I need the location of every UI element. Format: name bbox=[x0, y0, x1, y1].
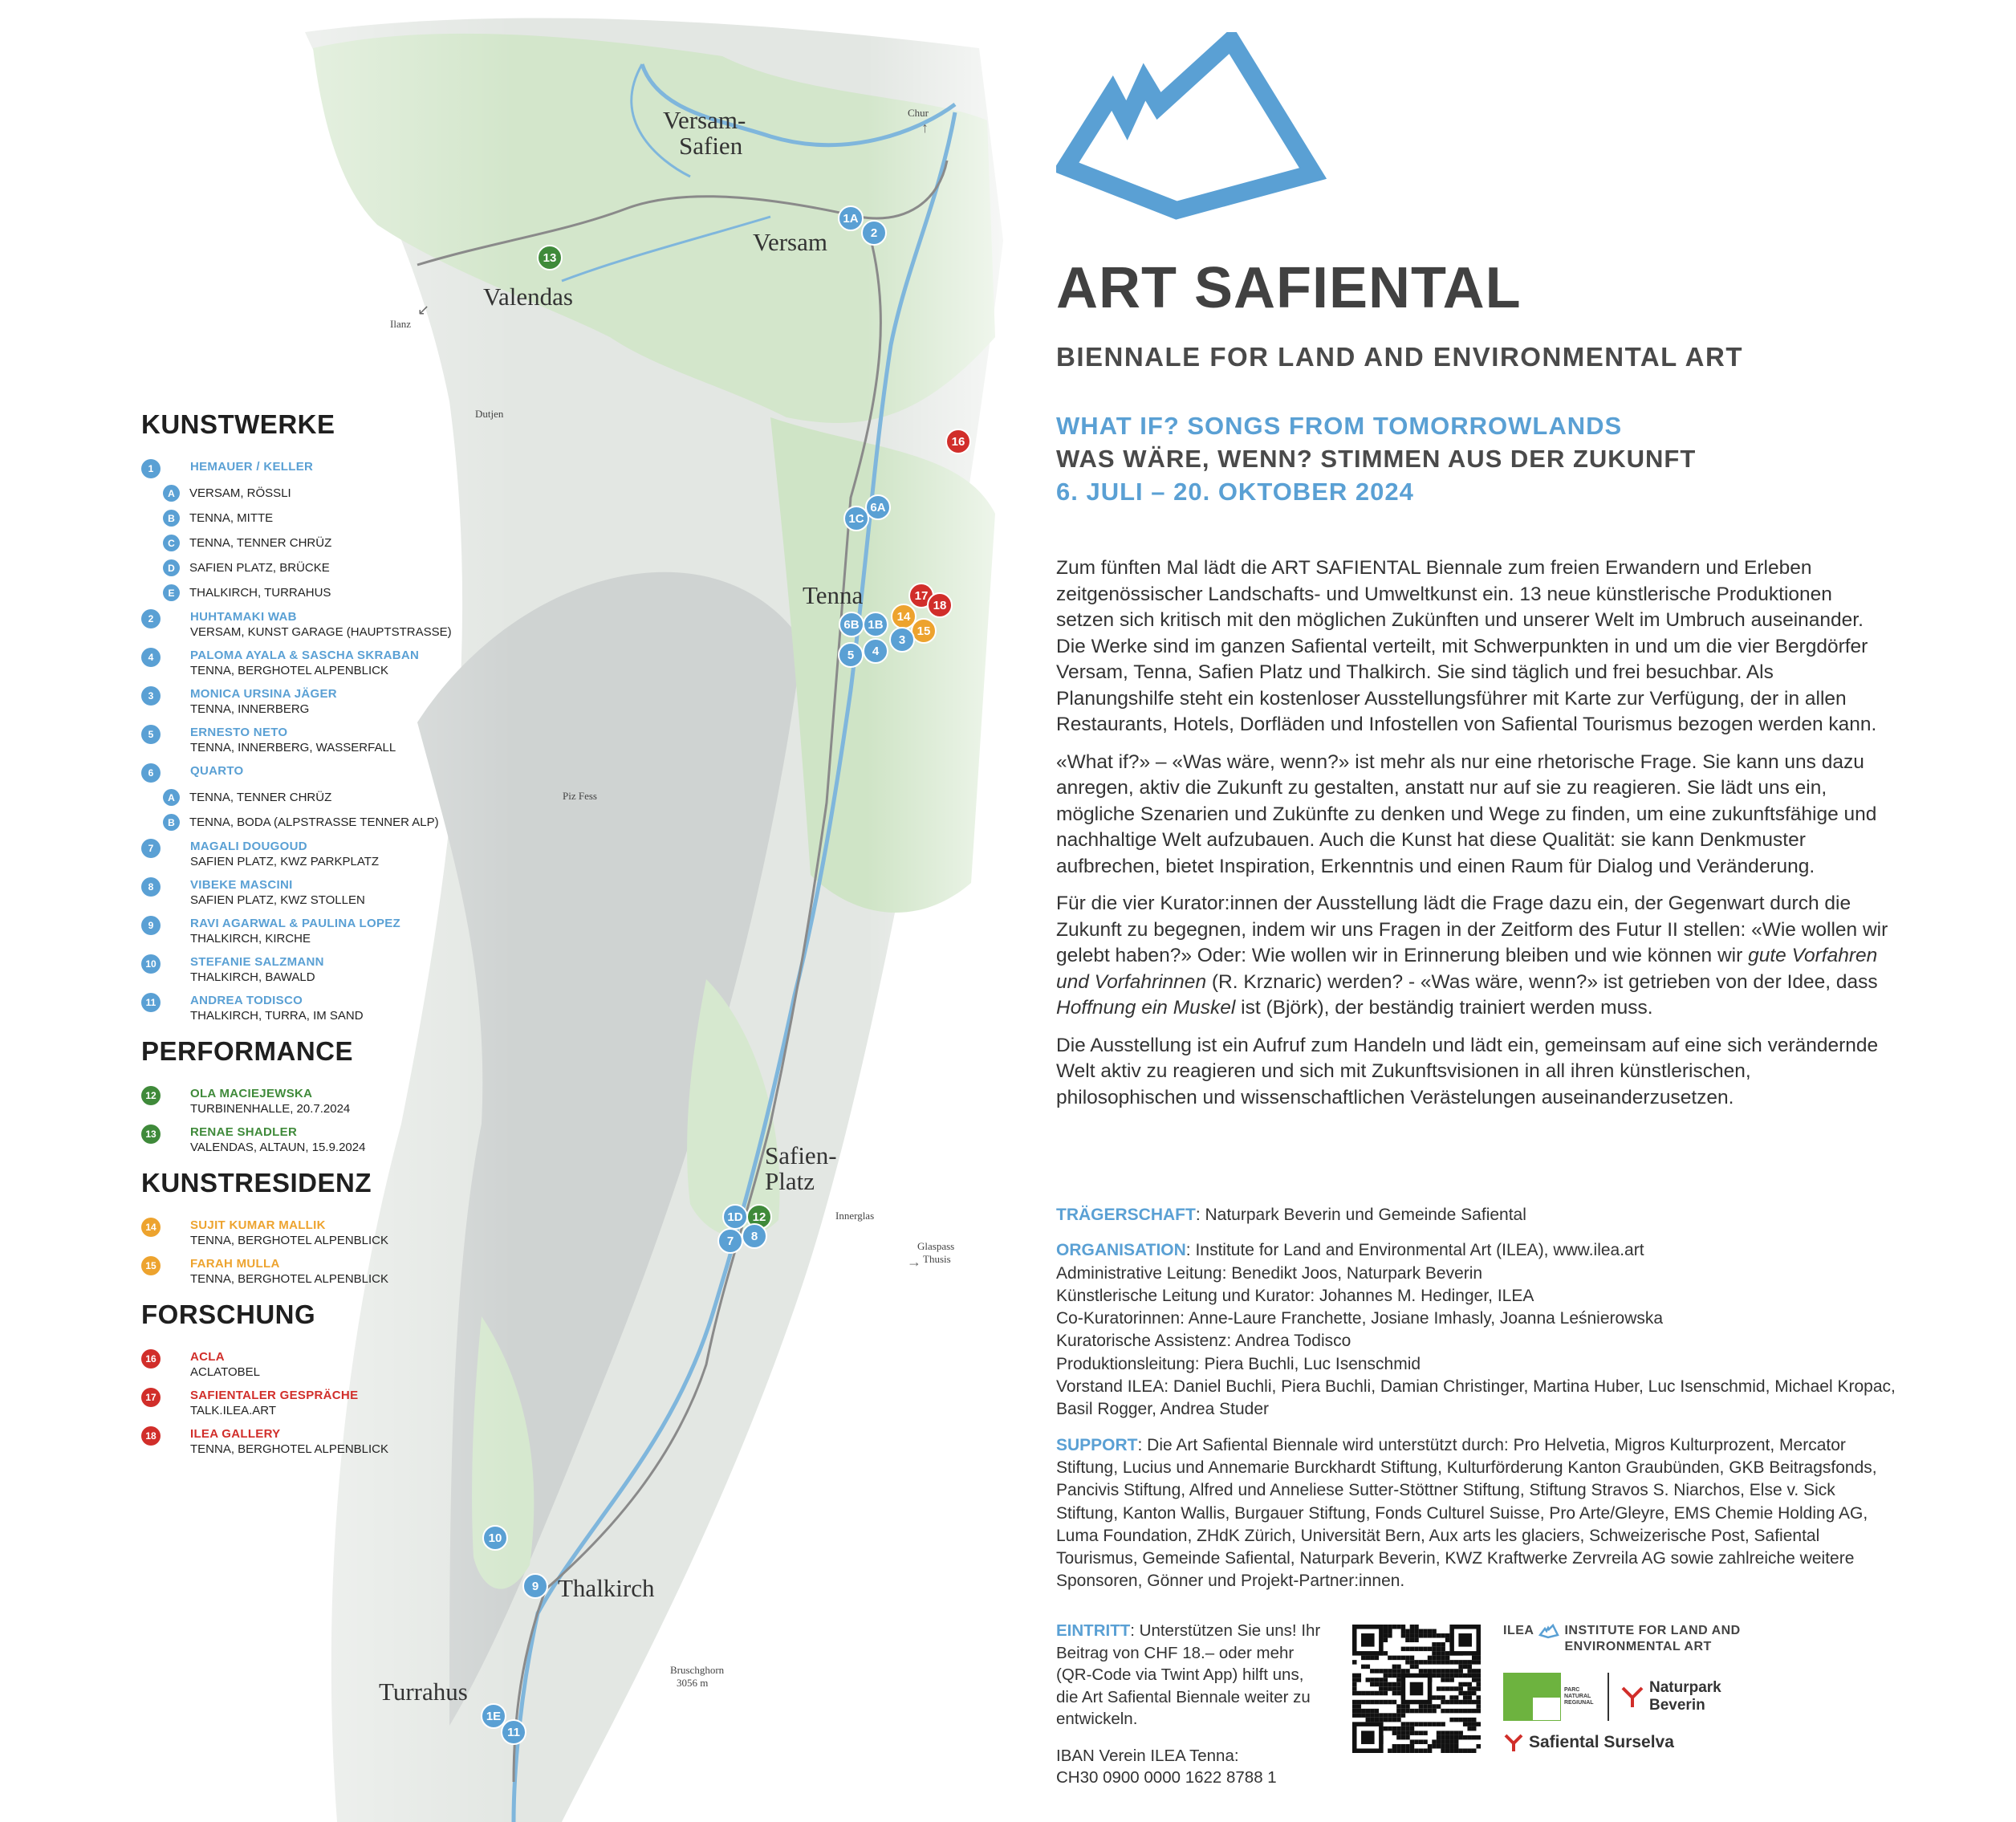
map-marker-label: 4 bbox=[872, 645, 880, 658]
traegerschaft: TRÄGERSCHAFT: Naturpark Beverin und Gemeinde Safiental bbox=[1056, 1206, 1526, 1224]
intro-paragraph-4: Die Ausstellung ist ein Aufruf zum Handeln und lädt ein, gemeinsam auf eine sich verändernde Welt aktiv zu reagieren und sich mit Zukunftsvisionen in all ihren künstlerischen, philosophischen und wissenschaftlichen Verästelungen auseinanderzusetzen. bbox=[1056, 1034, 1879, 1108]
legend-item bbox=[141, 1125, 526, 1155]
map-marker-16[interactable] bbox=[946, 429, 970, 453]
legend-number-badge: 7 bbox=[141, 839, 161, 858]
legend-performance-title: PERFORMANCE bbox=[141, 1036, 354, 1066]
iban-number: CH30 0900 0000 1622 8788 1 bbox=[1056, 1768, 1277, 1787]
map-marker-1d[interactable] bbox=[723, 1205, 747, 1229]
legend-artist-name: HEMAUER / KELLER bbox=[190, 460, 314, 474]
legend-artist-name: MONICA URSINA JÄGER bbox=[190, 687, 337, 701]
legend-number-badge: 3 bbox=[141, 686, 161, 706]
safiental-surselva-icon bbox=[1503, 1732, 1524, 1753]
legend-item-text bbox=[190, 877, 365, 908]
iban-label: IBAN Verein ILEA Tenna: bbox=[1056, 1746, 1239, 1765]
legend-artist-name: FARAH MULLA bbox=[190, 1257, 280, 1271]
parc-natural-logo bbox=[1503, 1673, 1596, 1721]
parc-natural-label: PARC NATURAL REGIUNAL bbox=[1564, 1687, 1594, 1706]
legend-number-badge: 9 bbox=[141, 916, 161, 935]
map-marker-1c[interactable] bbox=[844, 506, 868, 531]
legend-location: TALK.ILEA.ART bbox=[190, 1404, 276, 1417]
arrow-ilanz-icon: ↙ bbox=[417, 302, 430, 318]
legend-item bbox=[141, 686, 526, 717]
intro-text bbox=[1056, 555, 1891, 1122]
legend-item bbox=[141, 459, 526, 478]
eintritt bbox=[1056, 1620, 1321, 1789]
place-thalkirch: Thalkirch bbox=[558, 1574, 655, 1602]
legend-performance-list bbox=[141, 1086, 526, 1155]
legend-kunstresidenz-list bbox=[141, 1218, 526, 1287]
map-marker-1b[interactable] bbox=[864, 612, 888, 636]
map-marker-label: 1B bbox=[868, 618, 884, 632]
label-dutjen: Dutjen bbox=[475, 408, 504, 420]
legend-item bbox=[141, 1349, 526, 1380]
legend-number-badge: 13 bbox=[141, 1125, 161, 1144]
legend-item bbox=[141, 609, 526, 640]
legend-kunstwerke bbox=[141, 409, 526, 1023]
legend-location: TENNA, BERGHOTEL ALPENBLICK bbox=[190, 1442, 389, 1456]
arrow-chur-icon: ↑ bbox=[921, 120, 929, 136]
legend-sub-item bbox=[163, 789, 526, 806]
eintritt-text: EINTRITT: Unterstützen Sie uns! Ihr Beitrag von CHF 18.– oder mehr (QR-Code via Twint App) hilft uns, die Art Safiental Biennale weiter zu entwickeln. bbox=[1056, 1621, 1321, 1728]
ilea-logo-line-1: INSTITUTE FOR LAND AND bbox=[1564, 1624, 1741, 1637]
safiental-surselva-logo bbox=[1503, 1732, 1792, 1753]
map-marker-label: 14 bbox=[896, 610, 911, 624]
legend-artist-name: RAVI AGARWAL & PAULINA LOPEZ bbox=[190, 917, 401, 930]
legend-artist-name: SAFIENTALER GESPRÄCHE bbox=[190, 1389, 359, 1402]
legend-item-text bbox=[190, 993, 364, 1023]
map-marker-label: 18 bbox=[933, 599, 947, 612]
ilea-logo-line-2: ENVIRONMENTAL ART bbox=[1564, 1640, 1712, 1653]
park-logos bbox=[1503, 1673, 1792, 1721]
map-marker-18[interactable] bbox=[928, 593, 952, 617]
map-marker-2[interactable] bbox=[862, 221, 886, 245]
legend-letter-badge: E bbox=[163, 584, 180, 601]
credits bbox=[1056, 1204, 1899, 1606]
legend-location: TENNA, INNERBERG bbox=[190, 702, 310, 716]
legend-performance bbox=[141, 1036, 526, 1155]
map-marker-8[interactable] bbox=[742, 1224, 766, 1248]
theme-german: WAS WÄRE, WENN? STIMMEN AUS DER ZUKUNFT bbox=[1056, 445, 1697, 473]
map-marker-1a[interactable] bbox=[839, 206, 863, 230]
place-versam: Versam bbox=[753, 228, 827, 256]
legend-item-text bbox=[190, 459, 313, 474]
place-tenna: Tenna bbox=[803, 581, 864, 609]
legend-location: TENNA, TENNER CHRÜZ bbox=[189, 536, 332, 550]
legend-location: ACLATOBEL bbox=[190, 1365, 260, 1379]
legend-location: THALKIRCH, BAWALD bbox=[190, 970, 315, 984]
legend-sub-item bbox=[163, 485, 526, 502]
legend-artist-name: OLA MACIEJEWSKA bbox=[190, 1087, 313, 1100]
page-subtitle: BIENNALE FOR LAND AND ENVIRONMENTAL ART bbox=[1056, 342, 1743, 372]
legend-number-badge: 16 bbox=[141, 1349, 161, 1369]
map-marker-10[interactable] bbox=[483, 1526, 507, 1550]
legend-sub-item bbox=[163, 814, 526, 831]
mountain-logo-icon bbox=[1056, 32, 1329, 233]
legend-item-text bbox=[190, 1256, 388, 1287]
legend-number-badge: 14 bbox=[141, 1218, 161, 1237]
map-marker-14[interactable] bbox=[892, 604, 916, 628]
legend-artist-name: RENAE SHADLER bbox=[190, 1125, 298, 1139]
legend-kunstwerke-list bbox=[141, 459, 526, 1023]
map-marker-label: 17 bbox=[914, 589, 929, 603]
map-marker-label: 11 bbox=[507, 1726, 520, 1739]
legend-letter-badge: A bbox=[163, 485, 180, 502]
legend-item bbox=[141, 1426, 526, 1457]
legend-item bbox=[141, 954, 526, 985]
map-marker-label: 12 bbox=[752, 1210, 766, 1224]
map-marker-label: 1A bbox=[843, 212, 859, 226]
map-marker-label: 1D bbox=[727, 1210, 743, 1224]
legend-location: TENNA, BERGHOTEL ALPENBLICK bbox=[190, 1234, 389, 1247]
legend-item-text bbox=[190, 1218, 388, 1248]
place-versam-safien-1: Versam- bbox=[663, 106, 746, 134]
map-marker-13[interactable] bbox=[538, 246, 562, 270]
organisation: ORGANISATION: Institute for Land and Environmental Art (ILEA), www.ilea.art Administrative Leitung: Benedikt Joos, Naturpark Beverin Künstlerische Leitung und Kurator: Johannes M. Hedinger, ILEA Co-Kuratorinnen: Anne-Laure Franchette, Josiane Imhasly, Joanna Leśnierowska Kuratorische Assistenz: Andrea Todisco Produktionsleitung: Piera Buchli, Luc Isenschmid Vorstand ILEA: Daniel Buchli, Piera Buchli, Damian Christinger, Martina Huber, Luc Isenschmid, Michael Kropac, Basil Rogger, Andrea Studer bbox=[1056, 1241, 1896, 1419]
map-marker-11[interactable] bbox=[502, 1720, 526, 1744]
legend-item bbox=[141, 877, 526, 908]
map-marker-15[interactable] bbox=[912, 619, 936, 643]
legend-item bbox=[141, 916, 526, 946]
intro-paragraph-2: «What if?» – «Was wäre, wenn?» ist mehr als nur eine rhetorische Frage. Sie kann uns dazu anregen, aktiv die Zukunft zu gestalten, anstatt nur auf sie zu reagieren. Sie lädt uns ein, mögliche Szenarien und Zukünfte zu denken und Wege zu finden, um eine zukunftsfähige und nachhaltige Welt aufzubauen. Auch die Kunst hat diese Qualität: sie kann Denkmuster aufbrechen, bietet Inspiration, Erkenntnis und einen Raum für Dialog und Veränderung. bbox=[1056, 750, 1877, 877]
legend-location: THALKIRCH, TURRA, IM SAND bbox=[190, 1009, 364, 1023]
legend-artist-name: ERNESTO NETO bbox=[190, 726, 288, 739]
legend-item bbox=[141, 1256, 526, 1287]
legend-location: TURBINENHALLE, 20.7.2024 bbox=[190, 1102, 351, 1116]
legend-item bbox=[141, 1218, 526, 1248]
label-ilanz: Ilanz bbox=[390, 318, 411, 330]
ilea-mountain-icon bbox=[1538, 1623, 1559, 1639]
qr-code-icon[interactable] bbox=[1352, 1625, 1481, 1753]
map-marker-1e[interactable] bbox=[482, 1704, 506, 1728]
legend-item bbox=[141, 1086, 526, 1116]
legend-item-text bbox=[190, 609, 452, 640]
legend-item-text bbox=[190, 1349, 260, 1380]
legend-item-text bbox=[190, 839, 379, 869]
legend-location: SAFIEN PLATZ, BRÜCKE bbox=[189, 561, 330, 575]
legend-letter-badge: D bbox=[163, 559, 180, 576]
map-marker-label: 9 bbox=[531, 1580, 539, 1593]
page-title: ART SAFIENTAL bbox=[1056, 256, 1522, 320]
legend-location: TENNA, TENNER CHRÜZ bbox=[189, 791, 332, 804]
legend-artist-name: HUHTAMAKI WAB bbox=[190, 610, 297, 624]
map-marker-label: 7 bbox=[726, 1234, 734, 1248]
legend-forschung bbox=[141, 1299, 526, 1457]
legend-number-badge: 4 bbox=[141, 648, 161, 667]
ilea-logo bbox=[1503, 1623, 1792, 1655]
legend-artist-name: VIBEKE MASCINI bbox=[190, 878, 293, 892]
legend-item-text bbox=[190, 1388, 358, 1418]
ilea-logo-short: ILEA bbox=[1503, 1624, 1534, 1637]
label-piz-fess: Piz Fess bbox=[563, 790, 597, 802]
naturpark-icon bbox=[1620, 1685, 1644, 1709]
legend-item bbox=[141, 648, 526, 678]
legend-location: THALKIRCH, TURRAHUS bbox=[189, 586, 331, 600]
map-marker-label: 5 bbox=[847, 649, 855, 662]
legend-item-text bbox=[190, 916, 400, 946]
legend-location: SAFIEN PLATZ, KWZ PARKPLATZ bbox=[190, 855, 380, 868]
theme-block bbox=[1056, 409, 1696, 508]
legend-letter-badge: A bbox=[163, 789, 180, 806]
legend-letter-badge: C bbox=[163, 535, 180, 551]
map-marker-label: 2 bbox=[870, 226, 878, 240]
place-safien-platz-2: Platz bbox=[765, 1167, 815, 1195]
place-versam-safien-2: Safien bbox=[679, 132, 743, 160]
label-bruschghorn-height: 3056 m bbox=[677, 1677, 709, 1689]
legend-number-badge: 12 bbox=[141, 1086, 161, 1105]
map-marker-4[interactable] bbox=[864, 639, 888, 663]
legend-number-badge: 10 bbox=[141, 954, 161, 974]
legend-item-text bbox=[190, 763, 244, 779]
place-valendas: Valendas bbox=[483, 283, 573, 311]
support: SUPPORT: Die Art Safiental Biennale wird unterstützt durch: Pro Helvetia, Migros Kulturprozent, Mercator Stiftung, Lucius und Annemarie Burckhardt Stiftung, Kulturförderung Kanton Graubünden, GKB Beitragsfonds, Pancivis Stiftung, Alfred und Anneliese Sutter-Stöttner Stiftung, Stiftung Stravos S. Niarchos, Else v. Sick Stiftung, Kanton Wallis, Burgauer Stiftung, Fonds Culturel Suisse, Pro Arte/Gleyre, EMS Chemie Holding AG, Luma Foundation, ZHdK Zürich, Universität Bern, Aux arts les glaciers, Schweizerische Post, Safiental Tourismus, Gemeinde Safiental, Naturpark Beverin, KWZ Kraftwerke Zervreila AG sowie zahlreiche weitere Sponsoren, Gönner und Projekt-Partner:innen. bbox=[1056, 1435, 1877, 1591]
legend-number-badge: 18 bbox=[141, 1426, 161, 1446]
legend-kunstresidenz bbox=[141, 1168, 526, 1287]
legend-number-badge: 15 bbox=[141, 1256, 161, 1275]
map-marker-label: 6A bbox=[870, 501, 886, 514]
legend-item-text bbox=[190, 1426, 388, 1457]
legend-item bbox=[141, 1388, 526, 1418]
place-safien-platz-1: Safien- bbox=[765, 1141, 837, 1169]
sponsor-logos bbox=[1503, 1623, 1792, 1753]
legend-location: VERSAM, RÖSSLI bbox=[189, 486, 291, 500]
legend-sub-item bbox=[163, 510, 526, 527]
legend bbox=[141, 409, 526, 1465]
intro-paragraph-3: Für die vier Kurator:innen der Ausstellung lädt die Frage dazu ein, der Gegenwart durch die Zukunft zu begegnen, indem wir uns Fragen in der Zeitform des Futur II stellen: «Wie wollen wir gelebt haben?» Oder: Wie wollen wir in Erinnerung bleiben und wie können wir gute Vorfahren und Vorfahrinnen (R. Krznaric) werden? - «Was wäre, wenn?» ist getrieben von der Idee, dass Hoffnung ein Muskel ist (Björk), der beständig trainiert werden muss. bbox=[1056, 893, 1888, 1019]
intro-paragraph-1: Zum fünften Mal lädt die ART SAFIENTAL Biennale zum freien Erwandern und Erleben zeitgenössischer Landschafts- und Umweltkunst ein. 13 neue künstlerische Produktionen setzen sich kritisch mit den möglichen Zukünften und unserer Welt im Umbruch auseinander. Die Werke sind im ganzen Safiental verteilt, mit Schwerpunkten in und um die vier Bergdörfer Versam, Tenna, Safien Platz und Thalkirch. Sie sind täglich und frei besuchbar. Als Planungshilfe steht ein kostenloser Ausstellungsführer mit Karte zur Verfügung, der in allen Restaurants, Hotels, Dorfläden und Infostellen von Safiental Tourismus bezogen werden kann. bbox=[1056, 557, 1877, 735]
place-turrahus: Turrahus bbox=[379, 1678, 468, 1706]
legend-forschung-list bbox=[141, 1349, 526, 1457]
legend-item bbox=[141, 839, 526, 869]
legend-item bbox=[141, 993, 526, 1023]
legend-number-badge: 5 bbox=[141, 725, 161, 744]
theme-english: WHAT IF? SONGS FROM TOMORROWLANDS bbox=[1056, 412, 1623, 440]
legend-location: TENNA, BERGHOTEL ALPENBLICK bbox=[190, 1272, 389, 1286]
legend-number-badge: 8 bbox=[141, 877, 161, 897]
legend-letter-badge: B bbox=[163, 814, 180, 831]
legend-sub-item bbox=[163, 535, 526, 551]
map-marker-9[interactable] bbox=[523, 1574, 547, 1598]
map-marker-label: 1C bbox=[848, 512, 864, 526]
legend-item bbox=[141, 763, 526, 783]
map-marker-label: 6B bbox=[843, 618, 860, 632]
legend-sub-item bbox=[163, 584, 526, 601]
label-thusis: Thusis bbox=[923, 1253, 951, 1265]
legend-item-text bbox=[190, 1125, 365, 1155]
naturpark-line-2: Beverin bbox=[1649, 1697, 1705, 1714]
label-bruschghorn: Bruschghorn bbox=[670, 1664, 725, 1676]
legend-artist-name: STEFANIE SALZMANN bbox=[190, 955, 324, 969]
legend-letter-badge: B bbox=[163, 510, 180, 527]
map-marker-6a[interactable] bbox=[866, 495, 890, 519]
map-marker-3[interactable] bbox=[890, 628, 914, 652]
map-marker-label: 3 bbox=[898, 633, 906, 647]
legend-number-badge: 6 bbox=[141, 763, 161, 783]
map-marker-label: 1E bbox=[486, 1710, 502, 1723]
safiental-surselva-label: Safiental Surselva bbox=[1529, 1733, 1674, 1751]
legend-location: TENNA, INNERBERG, WASSERFALL bbox=[190, 741, 396, 754]
legend-number-badge: 1 bbox=[141, 459, 161, 478]
legend-location: TENNA, MITTE bbox=[189, 511, 274, 525]
legend-item-text bbox=[190, 1086, 350, 1116]
legend-item bbox=[141, 725, 526, 755]
legend-item-text bbox=[190, 954, 324, 985]
legend-artist-name: ANDREA TODISCO bbox=[190, 994, 303, 1007]
legend-item-text bbox=[190, 648, 419, 678]
legend-artist-name: MAGALI DOUGOUD bbox=[190, 840, 307, 853]
arrow-thusis-icon: → bbox=[907, 1254, 921, 1270]
legend-number-badge: 17 bbox=[141, 1388, 161, 1407]
legend-location: TENNA, BODA (ALPSTRASSE TENNER ALP) bbox=[189, 815, 439, 829]
map-marker-label: 8 bbox=[750, 1230, 758, 1243]
label-innerglas: Innerglas bbox=[835, 1210, 875, 1222]
map-marker-7[interactable] bbox=[718, 1229, 742, 1253]
legend-location: SAFIEN PLATZ, KWZ STOLLEN bbox=[190, 893, 365, 907]
legend-item-text bbox=[190, 725, 396, 755]
label-chur: Chur bbox=[908, 107, 929, 119]
legend-artist-name: SUJIT KUMAR MALLIK bbox=[190, 1218, 326, 1232]
map-marker-5[interactable] bbox=[839, 643, 863, 667]
legend-kunstresidenz-title: KUNSTRESIDENZ bbox=[141, 1168, 372, 1198]
map-marker-label: 10 bbox=[488, 1531, 502, 1545]
legend-number-badge: 2 bbox=[141, 609, 161, 628]
legend-location: VERSAM, KUNST GARAGE (HAUPTSTRASSE) bbox=[190, 625, 452, 639]
legend-number-badge: 11 bbox=[141, 993, 161, 1012]
map-marker-label: 16 bbox=[951, 435, 965, 449]
legend-kunstwerke-title: KUNSTWERKE bbox=[141, 409, 335, 439]
legend-artist-name: QUARTO bbox=[190, 764, 244, 778]
legend-artist-name: ACLA bbox=[190, 1350, 225, 1364]
naturpark-line-1: Naturpark bbox=[1649, 1679, 1721, 1696]
legend-location: TENNA, BERGHOTEL ALPENBLICK bbox=[190, 664, 389, 677]
label-glaspass: Glaspass bbox=[917, 1240, 955, 1252]
legend-sub-item bbox=[163, 559, 526, 576]
legend-artist-name: ILEA GALLERY bbox=[190, 1427, 281, 1441]
legend-artist-name: PALOMA AYALA & SASCHA SKRABAN bbox=[190, 649, 420, 662]
legend-location: VALENDAS, ALTAUN, 15.9.2024 bbox=[190, 1141, 366, 1154]
map-marker-label: 15 bbox=[917, 624, 931, 638]
legend-item-text bbox=[190, 686, 337, 717]
exhibition-dates: 6. JULI – 20. OKTOBER 2024 bbox=[1056, 478, 1414, 506]
legend-location: THALKIRCH, KIRCHE bbox=[190, 932, 311, 946]
map-marker-label: 13 bbox=[543, 251, 557, 265]
legend-forschung-title: FORSCHUNG bbox=[141, 1299, 316, 1329]
map-marker-6b[interactable] bbox=[839, 612, 864, 636]
